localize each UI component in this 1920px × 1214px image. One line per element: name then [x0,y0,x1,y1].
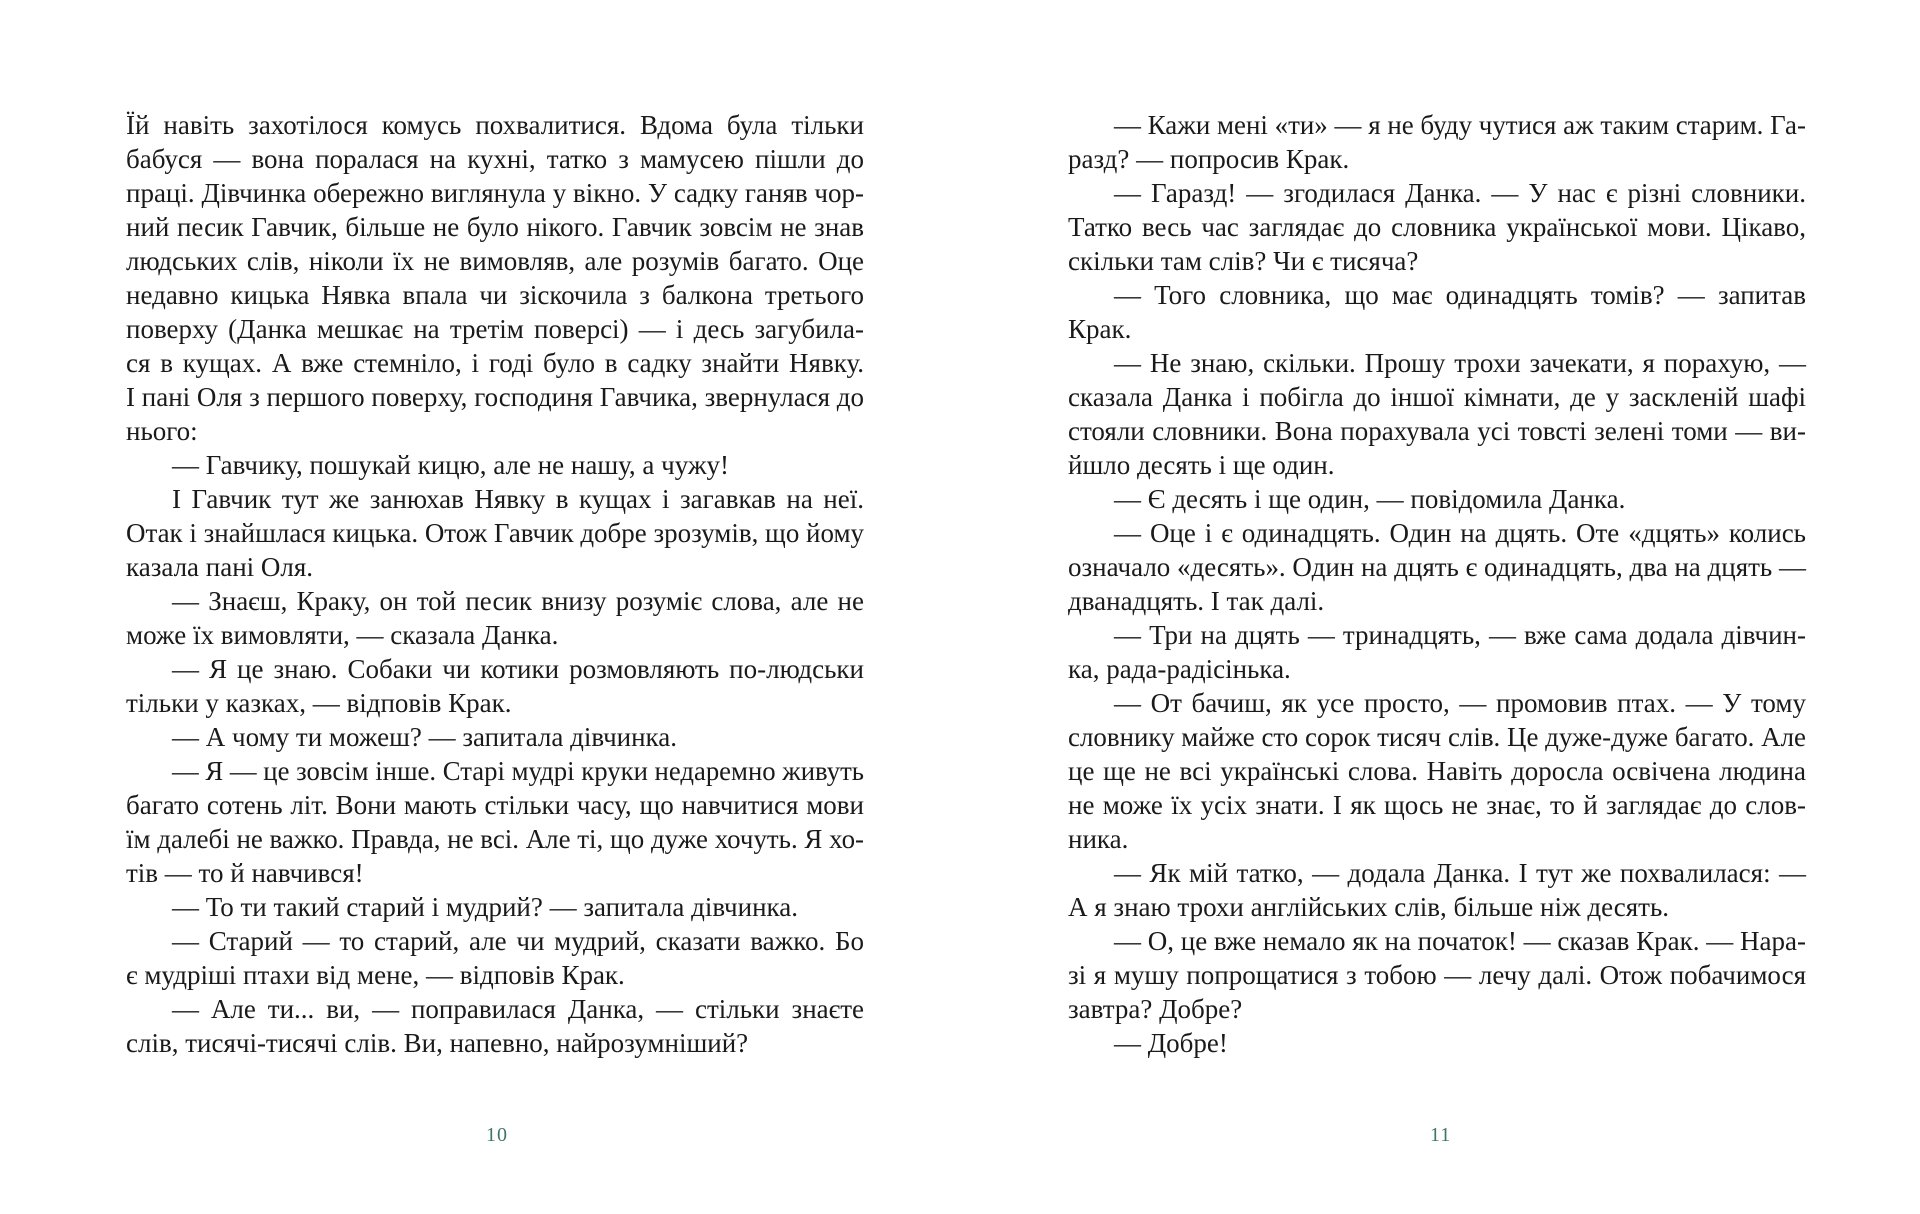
text-line-content: це ще не всі українські слова. Навіть доросла освічена людина [1068,756,1806,786]
text-line-content: йшло десять і ще один. [1068,450,1335,480]
text-line [1068,618,1806,652]
paragraph [126,924,864,992]
text-line-content: А я знаю трохи англійських слів, більше ніж десять. [1068,892,1670,922]
text-line-content: зі я мушу попрощатися з тобою — лечу далі. Отож побачимося [1068,960,1806,990]
text-line [1068,380,1806,414]
text-line [126,1026,864,1060]
text-line [1068,822,1806,856]
paragraph [126,584,864,652]
text-line-content: є мудріші птахи від мене, — відповів Крак. [126,960,625,990]
paragraph [1068,924,1806,1026]
text-line [1068,448,1806,482]
text-line [126,448,864,482]
text-line [126,414,864,448]
text-line-content: може їх вимовляти, — сказала Данка. [126,620,559,650]
text-line [1068,720,1806,754]
text-line-content: ся в кущах. А вже стемніло, і годі було в садку знайти Нявку. [126,348,864,378]
paragraph [1068,482,1806,516]
text-line [1068,346,1806,380]
text-line [126,278,864,312]
text-line [126,686,864,720]
text-line [1068,278,1806,312]
text-line-content: — Я — це зовсім інше. Старі мудрі круки недаремно живуть [172,756,864,786]
text-line-content: поверху (Данка мешкає на третім поверсі) — і десь загубила- [126,314,864,344]
text-line-content: — Є десять і ще один, — повідомила Данка. [1114,484,1626,514]
text-line [1068,210,1806,244]
text-line [126,516,864,550]
text-line-content: багато сотень літ. Вони мають стільки часу, що навчитися мови [126,790,864,820]
text-line [1068,1026,1806,1060]
text-line-content: ний песик Гавчик, більше не було нікого. Гавчик зовсім не знав [126,212,864,242]
text-line [126,550,864,584]
text-line [126,618,864,652]
text-line-content: — Кажи мені «ти» — я не буду чутися аж таким старим. Га- [1114,110,1806,140]
paragraph [1068,1026,1806,1060]
text-line [126,788,864,822]
paragraph [126,890,864,924]
text-line-content: сказала Данка і побігла до іншої кімнати, де у заскленій шафі [1068,382,1806,412]
text-line [1068,550,1806,584]
paragraph [126,482,864,584]
text-line-content: — Я це знаю. Собаки чи котики розмовляють по-людськи [172,654,864,684]
text-line [1068,584,1806,618]
text-line-content: не може їх усіх знати. І як щось не знає, то й заглядає до слов- [1068,790,1806,820]
paragraph [126,992,864,1060]
text-line [126,822,864,856]
page-number-right: 11 [1430,1124,1452,1146]
text-line [1068,244,1806,278]
paragraph [126,448,864,482]
text-line-content: скільки там слів? Чи є тисяча? [1068,246,1419,276]
paragraph [1068,618,1806,686]
text-line [126,346,864,380]
text-line-content: — Але ти... ви, — поправилася Данка, — стільки знаєте [172,994,864,1024]
paragraph [1068,278,1806,346]
text-line-content: їм далебі не важко. Правда, не всі. Але ті, що дуже хочуть. Я хо- [126,824,864,854]
text-line [126,244,864,278]
text-line-content: стояли словники. Вона порахувала усі товсті зелені томи — ви- [1068,416,1806,446]
text-line [126,992,864,1026]
text-line [126,720,864,754]
paragraph [1068,108,1806,176]
text-line [126,312,864,346]
text-line-content: тільки у казках, — відповів Крак. [126,688,512,718]
text-line-content: дванадцять. І так далі. [1068,586,1325,616]
paragraph [1068,176,1806,278]
text-line [126,108,864,142]
text-line [126,210,864,244]
text-line [1068,686,1806,720]
paragraph [1068,686,1806,856]
paragraph [1068,346,1806,482]
text-line [126,482,864,516]
text-line-content: ка, рада-радісінька. [1068,654,1291,684]
text-line-content: недавно кицька Нявка впала чи зіскочила з балкона третього [126,280,864,310]
text-line [126,958,864,992]
paragraph [126,720,864,754]
text-line-content: — Гавчику, пошукай кицю, але не нашу, а чужу! [172,450,730,480]
text-line-content: — Три на дцять — тринадцять, — вже сама додала дівчин- [1114,620,1806,650]
text-line [126,176,864,210]
text-line [126,754,864,788]
text-line-content: нього: [126,416,198,446]
text-line-content: Крак. [1068,314,1132,344]
text-line-content: — Добре! [1114,1028,1228,1058]
text-line [126,924,864,958]
text-line-content: бабуся — вона поралася на кухні, татко з мамусею пішли до [126,144,864,174]
text-line [1068,856,1806,890]
text-line-content: Отак і знайшлася кицька. Отож Гавчик добре зрозумів, що йому [126,518,864,548]
text-line-content: Їй навіть захотілося комусь похвалитися. Вдома була тільки [126,110,864,140]
text-line-content: тів — то й навчився! [126,858,364,888]
paragraph [126,108,864,448]
text-line [1068,754,1806,788]
text-line [1068,958,1806,992]
text-line [1068,890,1806,924]
text-line [1068,414,1806,448]
text-line-content: казала пані Оля. [126,552,314,582]
text-line [1068,482,1806,516]
text-line-content: — Оце і є одинадцять. Один на дцять. Оте «дцять» колись [1114,518,1806,548]
text-line-content: — А чому ти можеш? — запитала дівчинка. [172,722,677,752]
text-line [1068,924,1806,958]
text-line [126,856,864,890]
paragraph [126,652,864,720]
text-line-content: слів, тисячі-тисячі слів. Ви, напевно, найрозумніший? [126,1028,749,1058]
page-number-left: 10 [486,1124,508,1146]
text-line [1068,142,1806,176]
text-line-content: — Як мій татко, — додала Данка. І тут же похвалилася: — [1114,858,1806,888]
right-page-text [1068,108,1806,1060]
text-line-content: Татко весь час заглядає до словника української мови. Цікаво, [1068,212,1806,242]
text-line-content: І пані Оля з першого поверху, господиня Гавчика, звернулася до [126,382,864,412]
text-line [1068,108,1806,142]
text-line [126,380,864,414]
text-line [126,142,864,176]
text-line-content: означало «десять». Один на дцять є одинадцять, два на дцять — [1068,552,1806,582]
text-line-content: завтра? Добре? [1068,994,1243,1024]
text-line-content: людських слів, ніколи їх не вимовляв, але розумів багато. Оце [126,246,864,276]
text-line [126,584,864,618]
text-line-content: — Знаєш, Краку, он той песик внизу розуміє слова, але не [172,586,864,616]
text-line-content: ника. [1068,824,1129,854]
text-line [1068,312,1806,346]
text-line-content: — Гаразд! — згодилася Данка. — У нас є різні словники. [1114,178,1806,208]
text-line [1068,516,1806,550]
text-line-content: словнику майже сто сорок тисяч слів. Це дуже-дуже багато. Але [1068,722,1806,752]
text-line-content: І Гавчик тут же занюхав Нявку в кущах і загавкав на неї. [172,484,864,514]
text-line [1068,788,1806,822]
paragraph [126,754,864,890]
left-page-text [126,108,864,1060]
text-line-content: — Старий — то старий, але чи мудрий, сказати важко. Бо [172,926,864,956]
text-line [1068,652,1806,686]
text-line-content: праці. Дівчинка обережно виглянула у вікно. У садку ганяв чор- [126,178,864,208]
text-line-content: — Не знаю, скільки. Прошу трохи зачекати, я порахую, — [1114,348,1806,378]
text-line-content: — О, це вже немало як на початок! — сказав Крак. — Нара- [1114,926,1806,956]
text-line [1068,992,1806,1026]
text-line [126,652,864,686]
text-line-content: — Того словника, що має одинадцять томів? — запитав [1114,280,1806,310]
text-line [126,890,864,924]
paragraph [1068,516,1806,618]
paragraph [1068,856,1806,924]
text-line-content: — От бачиш, як усе просто, — промовив птах. — У тому [1114,688,1806,718]
text-line [1068,176,1806,210]
text-line-content: — То ти такий старий і мудрий? — запитала дівчинка. [172,892,798,922]
text-line-content: разд? — попросив Крак. [1068,144,1350,174]
